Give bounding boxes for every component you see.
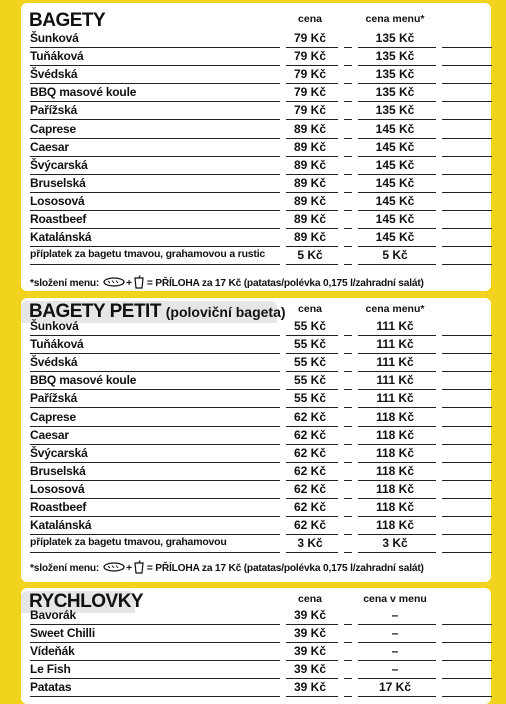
menu-item-row (30, 229, 492, 247)
item-name: Caesar (30, 139, 69, 154)
item-menu-price: 111 Kč (376, 355, 414, 370)
item-menu-price: 17 Kč (378, 680, 412, 695)
item-menu-price: 135 Kč (375, 31, 415, 45)
item-name: Švédská (30, 355, 78, 370)
item-price: 5 Kč (297, 248, 323, 263)
item-menu-price: – (391, 626, 399, 641)
item-price: 39 Kč (293, 608, 327, 622)
item-menu-price: 118 Kč (375, 445, 415, 460)
price-column-header: cena (298, 303, 322, 315)
item-price: 62 Kč (293, 427, 327, 442)
menu-item-row (30, 318, 492, 336)
item-price: 39 Kč (293, 644, 327, 659)
note-prefix: *složení menu: (30, 563, 100, 575)
item-name: BBQ masové koule (30, 373, 137, 388)
item-price: 55 Kč (293, 319, 327, 333)
item-price: 89 Kč (293, 175, 327, 190)
menu-item-row (30, 499, 492, 517)
menu-item-row (30, 517, 492, 535)
item-menu-price: 111 Kč (376, 391, 414, 406)
menu-price-column-header: cena v menu (363, 593, 427, 605)
menu-item-row (30, 607, 492, 625)
item-name: Katalánská (30, 230, 92, 245)
item-menu-price: 145 Kč (375, 121, 415, 136)
item-name: Tuňáková (30, 337, 84, 352)
item-price: 39 Kč (293, 680, 327, 695)
item-price: 62 Kč (293, 481, 327, 496)
item-price: 79 Kč (293, 49, 327, 64)
item-menu-price: 118 Kč (375, 500, 415, 514)
item-price: 79 Kč (293, 67, 327, 82)
item-name: Patatas (30, 680, 72, 695)
item-price: 62 Kč (293, 500, 327, 514)
menu-item-row (30, 30, 492, 48)
item-menu-price: 118 Kč (375, 409, 415, 424)
menu-item-row (30, 121, 492, 139)
item-price: 79 Kč (293, 103, 327, 118)
item-menu-price: 145 Kč (375, 230, 415, 245)
menu-item-row (30, 427, 492, 445)
item-menu-price: 3 Kč (382, 536, 408, 551)
note-prefix: *složení menu: (30, 278, 100, 290)
row-divider (30, 264, 492, 265)
item-name: Bruselská (30, 175, 86, 190)
item-menu-price: 135 Kč (375, 67, 415, 82)
column-gap (436, 551, 442, 553)
note-suffix: = PŘÍLOHA za 17 Kč (patatas/polévka 0,175 l/zahradní salát) (146, 563, 424, 575)
row-divider (30, 696, 492, 697)
item-menu-price: 145 Kč (375, 175, 415, 190)
menu-price-column-header: cena menu* (365, 13, 425, 25)
column-gap (352, 551, 358, 553)
baguette-icon (103, 277, 125, 290)
menu-item-row (30, 84, 492, 102)
menu-item-row (30, 372, 492, 390)
item-name: Katalánská (30, 518, 92, 533)
menu-composition-note (30, 560, 424, 577)
item-name: Roastbeef (30, 212, 87, 226)
section-title-text: RYCHLOVKY (29, 591, 144, 612)
item-menu-price: 118 Kč (375, 463, 415, 478)
menu-item-row (30, 247, 492, 265)
section-subtitle: (poloviční bageta) (165, 304, 286, 320)
menu-item-row (30, 445, 492, 463)
item-menu-price: – (391, 662, 399, 677)
menu-item-row (30, 643, 492, 661)
item-name: Caesar (30, 427, 69, 442)
item-menu-price: 145 Kč (375, 157, 415, 172)
column-gap (352, 695, 358, 697)
item-menu-price: 111 Kč (376, 337, 414, 352)
item-name: Bavorák (30, 608, 76, 622)
item-name: Švédská (30, 67, 78, 82)
item-menu-price: 145 Kč (375, 193, 415, 208)
menu-item-row (30, 157, 492, 175)
item-menu-price: 5 Kč (382, 248, 408, 263)
menu-item-row (30, 481, 492, 499)
menu-section-0 (21, 3, 491, 291)
item-name: Pařížská (30, 103, 78, 118)
item-price: 3 Kč (297, 536, 323, 551)
price-column-header: cena (298, 13, 322, 25)
item-name: Šunková (30, 31, 79, 45)
column-gap (338, 551, 344, 553)
plus-sign: + (126, 563, 132, 575)
menu-item-row (30, 409, 492, 427)
item-price: 89 Kč (293, 230, 327, 245)
menu-price-column-header: cena menu* (365, 303, 425, 315)
item-name: Tuňáková (30, 49, 84, 64)
column-gap (352, 263, 358, 265)
item-menu-price: 118 Kč (375, 481, 415, 496)
column-gap (280, 263, 286, 265)
item-price: 62 Kč (293, 409, 327, 424)
column-gap (436, 263, 442, 265)
item-name: Roastbeef (30, 500, 87, 514)
menu-item-row (30, 336, 492, 354)
drink-cup-icon (134, 275, 144, 292)
menu-item-row (30, 625, 492, 643)
row-divider (30, 552, 492, 553)
item-name: příplatek za bagetu tmavou, grahamovou (30, 536, 227, 549)
item-price: 62 Kč (293, 518, 327, 533)
menu-section-2 (21, 588, 491, 704)
column-gap (436, 695, 442, 697)
note-suffix: = PŘÍLOHA za 17 Kč (patatas/polévka 0,175 l/zahradní salát) (146, 278, 424, 290)
menu-item-row (30, 463, 492, 481)
baguette-icon (103, 562, 125, 575)
column-gap (280, 695, 286, 697)
menu-item-row (30, 354, 492, 372)
item-price: 39 Kč (293, 662, 327, 677)
item-price: 62 Kč (293, 463, 327, 478)
item-name: příplatek za bagetu tmavou, grahamovou a rustic (30, 248, 266, 261)
item-menu-price: 145 Kč (375, 212, 415, 226)
item-name: Šunková (30, 319, 79, 333)
menu-item-row (30, 390, 492, 408)
item-price: 89 Kč (293, 121, 327, 136)
item-menu-price: 118 Kč (375, 427, 415, 442)
item-menu-price: – (391, 608, 399, 622)
item-menu-price: – (391, 644, 399, 659)
item-name: Lososová (30, 481, 85, 496)
item-menu-price: 111 Kč (376, 319, 414, 333)
item-name: Lososová (30, 193, 85, 208)
menu-item-row (30, 535, 492, 553)
item-menu-price: 135 Kč (375, 49, 415, 64)
column-gap (280, 551, 286, 553)
item-menu-price: 135 Kč (375, 103, 415, 118)
item-price: 89 Kč (293, 157, 327, 172)
section-title-text: BAGETY PETIT (29, 301, 161, 322)
menu-section-1 (21, 298, 491, 582)
item-name: Bruselská (30, 463, 86, 478)
menu-item-row (30, 679, 492, 697)
item-name: Caprese (30, 409, 76, 424)
menu-item-row (30, 66, 492, 84)
item-price: 55 Kč (293, 391, 327, 406)
item-price: 55 Kč (293, 373, 327, 388)
item-name: Pařížská (30, 391, 78, 406)
section-title (21, 10, 106, 32)
item-price: 79 Kč (293, 31, 327, 45)
menu-item-row (30, 139, 492, 157)
item-menu-price: 118 Kč (375, 518, 415, 533)
menu-item-row (30, 175, 492, 193)
item-price: 89 Kč (293, 139, 327, 154)
plus-sign: + (126, 278, 132, 290)
item-name: Švýcarská (30, 445, 88, 460)
item-price: 62 Kč (293, 445, 327, 460)
item-name: Le Fish (30, 662, 71, 677)
item-name: BBQ masové koule (30, 85, 137, 100)
menu-item-row (30, 661, 492, 679)
menu-item-row (30, 102, 492, 120)
item-name: Caprese (30, 121, 76, 136)
item-menu-price: 145 Kč (375, 139, 415, 154)
item-price: 39 Kč (293, 626, 327, 641)
item-price: 55 Kč (293, 337, 327, 352)
price-column-header: cena (298, 593, 322, 605)
menu-item-row (30, 211, 492, 229)
item-price: 55 Kč (293, 355, 327, 370)
item-name: Švýcarská (30, 157, 88, 172)
item-name: Vídeňák (30, 644, 75, 659)
item-price: 89 Kč (293, 193, 327, 208)
column-gap (338, 263, 344, 265)
section-title-text: BAGETY (29, 10, 106, 31)
item-menu-price: 111 Kč (376, 373, 414, 388)
item-price: 79 Kč (293, 85, 327, 100)
item-menu-price: 135 Kč (375, 85, 415, 100)
item-name: Sweet Chilli (30, 626, 95, 641)
menu-item-row (30, 193, 492, 211)
column-gap (338, 695, 344, 697)
item-price: 89 Kč (293, 212, 327, 226)
menu-composition-note (30, 275, 424, 292)
menu-item-row (30, 48, 492, 66)
drink-cup-icon (134, 560, 144, 577)
